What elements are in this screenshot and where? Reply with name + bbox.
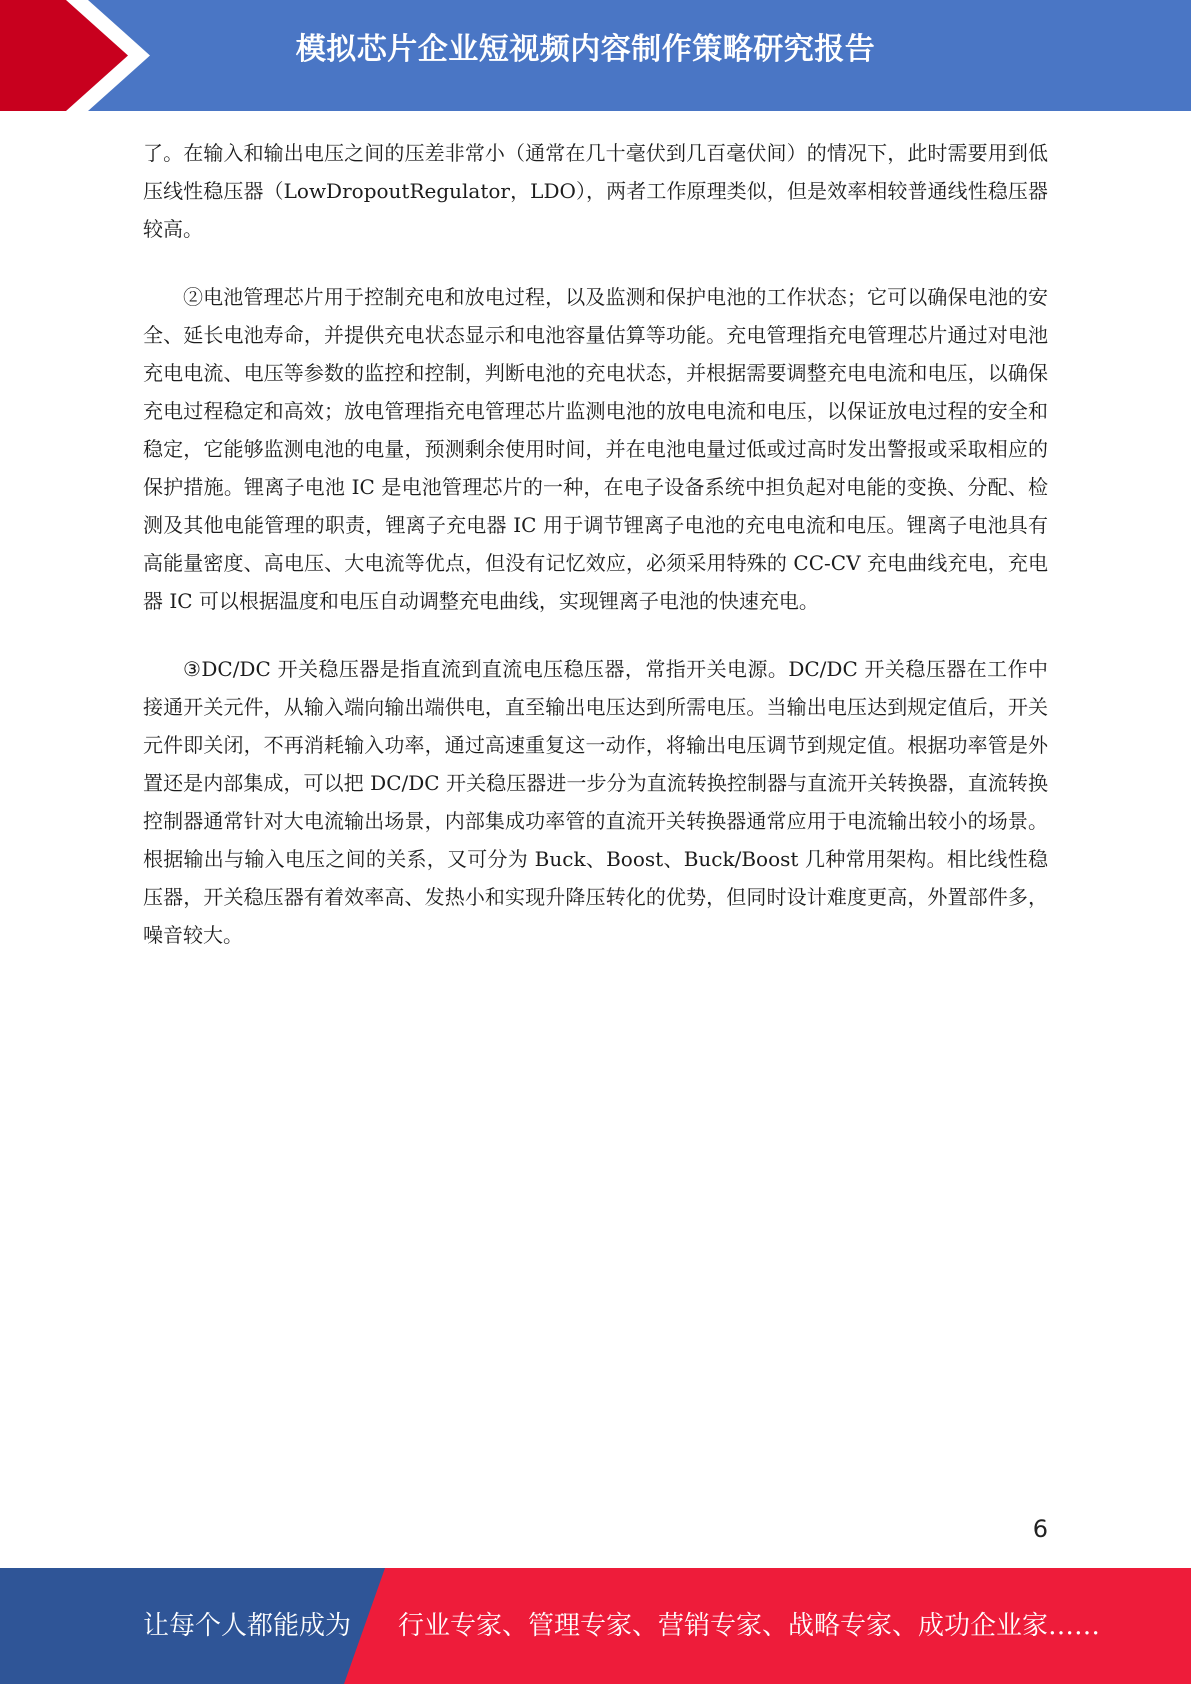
document-title: 模拟芯片企业短视频内容制作策略研究报告 <box>295 32 876 67</box>
page-header <box>0 0 1191 111</box>
footer-slogan-left: 让每个人都能成为 <box>143 1611 352 1641</box>
document-body <box>143 134 1048 984</box>
header-chevron-icon <box>0 0 160 111</box>
paragraph-dcdc-regulator: ③DC/DC 开关稳压器是指直流到直流电压稳压器，常指开关电源。DC/DC 开关稳压器在工作中接通开关元件，从输入端向输出端供电，直至输出电压达到所需电压。当输出电压达到规定值后，开关元件即关闭，不再消耗输入功率，通过高速重复这一动作，将输出电压调节到规定值。根据功率管是外置还是内部集成，可以把 DC/DC 开关稳压器进一步分为直流转换控制器与直流开关转换器，直流转换控制器通常针对大电流输出场景，内部集成功率管的直流开关转换器通常应用于电流输出较小的场景。根据输出与输入电压之间的关系，又可分为 Buck、Boost、Buck/Boost 几种常用架构。相比线性稳压器，开关稳压器有着效率高、发热小和实现升降压转化的优势，但同时设计难度更高，外置部件多，噪音较大。 <box>143 657 1048 947</box>
paragraph-ldo: 了。在输入和输出电压之间的压差非常小（通常在几十毫伏到几百毫伏间）的情况下，此时需要用到低压线性稳压器（LowDropoutRegulator，LDO），两者工作原理类似，但是效率相较普通线性稳压器较高。 <box>143 141 1048 241</box>
footer-slogan-right: 行业专家、管理专家、营销专家、战略专家、成功企业家…… <box>398 1611 1101 1641</box>
paragraph-battery-management: ②电池管理芯片用于控制充电和放电过程，以及监测和保护电池的工作状态；它可以确保电池的安全、延长电池寿命，并提供充电状态显示和电池容量估算等功能。充电管理指充电管理芯片通过对电池充电电流、电压等参数的监控和控制，判断电池的充电状态，并根据需要调整充电电流和电压，以确保充电过程稳定和高效；放电管理指充电管理芯片监测电池的放电电流和电压，以保证放电过程的安全和稳定，它能够监测电池的电量，预测剩余使用时间，并在电池电量过低或过高时发出警报或采取相应的保护措施。锂离子电池 IC 是电池管理芯片的一种，在电子设备系统中担负起对电能的变换、分配、检测及其他电能管理的职责，锂离子充电器 IC 用于调节锂离子电池的充电电流和电压。锂离子电池具有高能量密度、高电压、大电流等优点，但没有记忆效应，必须采用特殊的 CC-CV 充电曲线充电，充电器 IC 可以根据温度和电压自动调整充电曲线，实现锂离子电池的快速充电。 <box>143 285 1048 613</box>
page-number: 6 <box>1032 1515 1048 1543</box>
page-footer <box>0 1568 1191 1684</box>
